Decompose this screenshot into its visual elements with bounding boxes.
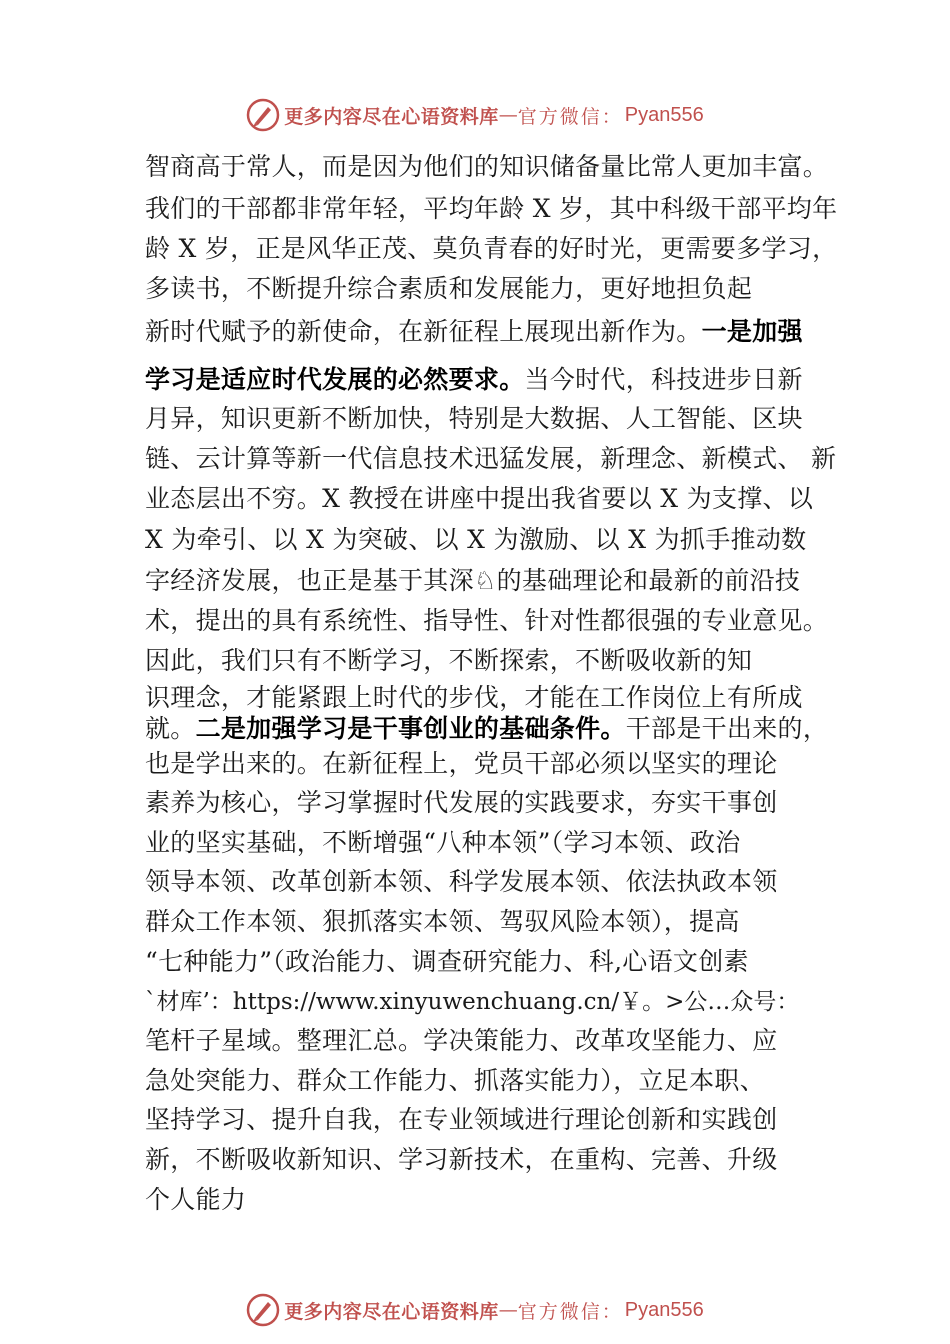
text-line: 学习是适应时代发展的必然要求。当今时代，科技进步日新 — [145, 365, 803, 394]
text-line: 急处突能力、群众工作能力、抓落实能力），立足本职、 — [145, 1066, 766, 1095]
footer-label2: 官方微信： — [517, 1300, 623, 1323]
bold-heading: 学习是适应时代发展的必然要求。 — [145, 365, 525, 394]
text-line: 坚持学习、提升自我，在专业领域进行理论创新和实践创 — [145, 1105, 778, 1134]
text-line: 素养为核心，学习掌握时代发展的实践要求，夯实干事创 — [145, 788, 778, 817]
bold-heading: 一是加强 — [701, 317, 803, 346]
text-line: `材库’：https://www.xinyuwenchuang.cn/￥。>公…众号： — [145, 989, 800, 1015]
text-line: 术，提出的具有系统性、指导性、针对性都很强的专业意见。 — [145, 606, 829, 635]
header-dash: — — [498, 104, 518, 126]
footer-wechat-id: Pyan556 — [624, 1298, 704, 1321]
text-line: 链、云计算等新一代信息技术迅猛发展，新理念、新模式、 新 — [145, 444, 837, 473]
footer-dash: — — [498, 1299, 518, 1321]
text-line: 识理念，才能紧跟上时代的步伐，才能在工作岗位上有所成 — [145, 683, 803, 712]
footer-banner — [0, 1290, 950, 1330]
text-line: 业态层出不穷。X 教授在讲座中提出我省要以 X 为支撑、以 — [145, 484, 814, 513]
text-line: 因此，我们只有不断学习，不断探索，不断吸收新的知 — [145, 646, 753, 675]
text-line: 领导本领、改革创新本领、科学发展本领、依法执政本领 — [145, 867, 778, 896]
text-line: 个人能力 — [145, 1185, 247, 1214]
text-line: “七种能力”（政治能力、调查研究能力、科,心语文创素 — [145, 947, 749, 976]
bold-heading: 二是加强学习是干事创业的基础条件。 — [195, 714, 626, 743]
text-line: 新时代赋予的新使命，在新征程上展现出新作为。一是加强 — [145, 317, 803, 346]
header-label: 更多内容尽在心语资料库 — [284, 105, 499, 128]
quill-logo-icon — [246, 1293, 280, 1327]
text-line: 新，不断吸收新知识、学习新技术，在重构、完善、升级 — [145, 1145, 778, 1174]
text-line: 智商高于常人，而是因为他们的知识储备量比常人更加丰富。 — [145, 152, 829, 181]
text-line: 笔杆子星域。整理汇总。学决策能力、改革攻坚能力、应 — [145, 1026, 778, 1055]
header-label2: 官方微信： — [517, 105, 623, 128]
text-line: 月异，知识更新不断加快，特别是大数据、人工智能、区块 — [145, 404, 803, 433]
text-line: 就。二是加强学习是干事创业的基础条件。干部是干出来的， — [145, 714, 829, 743]
header-wechat-id: Pyan556 — [624, 103, 704, 126]
text-line: 我们的干部都非常年轻，平均年龄 X 岁，其中科级干部平均年 — [145, 194, 838, 223]
text-line: 字经济发展，也正是基于其深♘的基础理论和最新的前沿技 — [145, 566, 801, 595]
footer-label: 更多内容尽在心语资料库 — [284, 1300, 499, 1323]
text-line: 群众工作本领、狠抓落实本领、驾驭风险本领），提高 — [145, 907, 740, 936]
text-line: 多读书，不断提升综合素质和发展能力，更好地担负起 — [145, 274, 753, 303]
text-line: 也是学出来的。在新征程上，党员干部必须以坚实的理论 — [145, 749, 778, 778]
text-line: X 为牵引、以 X 为突破、以 X 为激励、以 X 为抓手推动数 — [145, 525, 807, 554]
text-line: 业的坚实基础，不断增强“八种本领”（学习本领、政治 — [145, 828, 741, 857]
text-line: 龄 X 岁，正是风华正茂、莫负青春的好时光，更需要多学习， — [145, 234, 838, 263]
